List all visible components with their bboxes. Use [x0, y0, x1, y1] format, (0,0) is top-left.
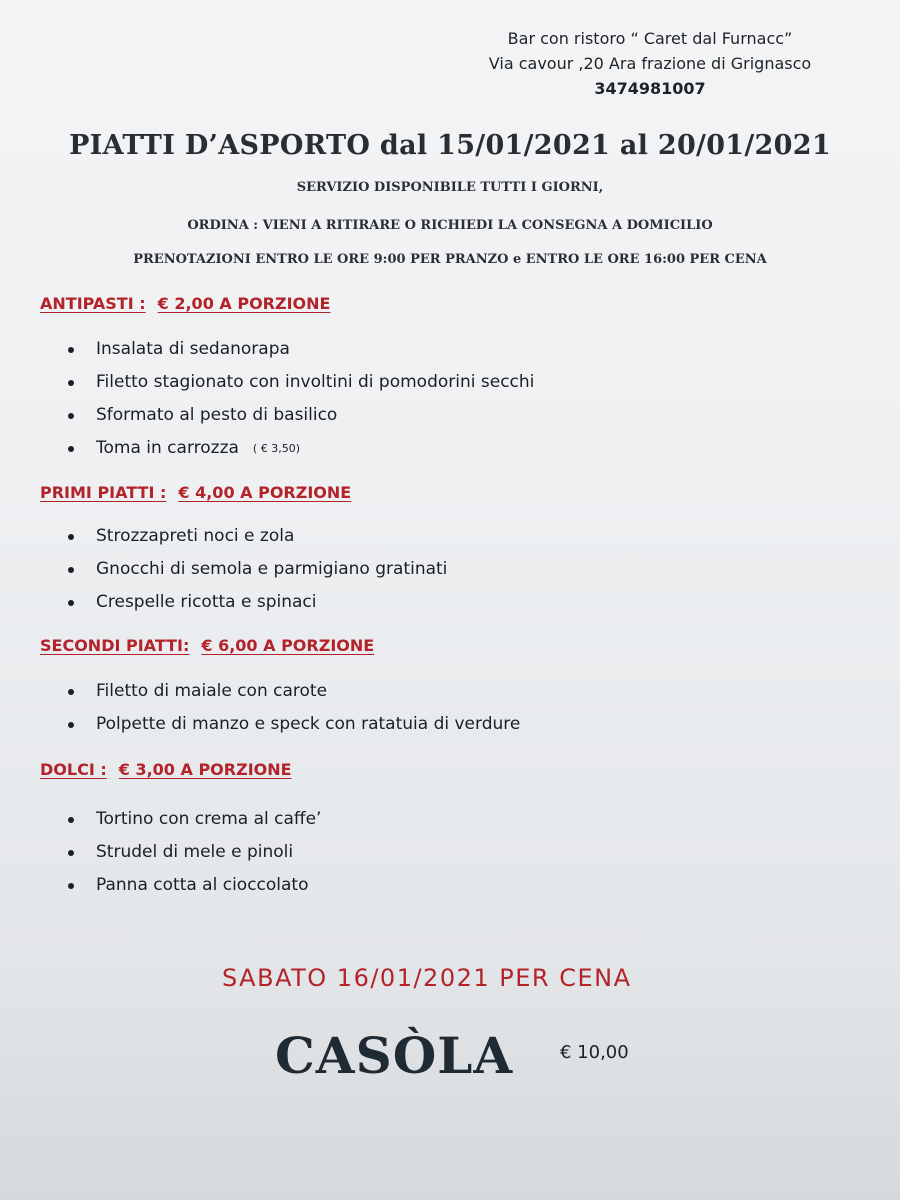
special-label: SABATO 16/01/2021 PER CENA — [222, 964, 632, 992]
section-price: € 3,00 A PORZIONE — [118, 760, 292, 779]
business-address: Via cavour ,20 Ara frazione di Grignasco — [488, 54, 812, 73]
section-heading-antipasti — [40, 294, 330, 313]
section-heading-dolci — [40, 760, 292, 779]
list-item — [64, 520, 447, 553]
list-item — [64, 366, 534, 399]
item-price-note: ( € 3,50) — [252, 442, 300, 455]
list-dolci — [64, 803, 321, 902]
section-heading-secondi — [40, 636, 374, 655]
list-antipasti — [64, 333, 534, 465]
item-text: Polpette di manzo e speck con ratatuia di verdure — [96, 714, 521, 734]
list-item — [64, 553, 447, 586]
item-text: Sformato al pesto di basilico — [96, 405, 338, 425]
list-item — [64, 333, 534, 366]
page-title: PIATTI D’ASPORTO dal 15/01/2021 al 20/01/2021 — [69, 130, 831, 161]
list-item — [64, 836, 321, 869]
section-price: € 2,00 A PORZIONE — [157, 294, 331, 313]
phone-number: 3474981007 — [594, 79, 706, 98]
section-price: € 4,00 A PORZIONE — [178, 483, 352, 502]
item-text: Toma in carrozza — [96, 438, 239, 458]
list-secondi — [64, 675, 520, 741]
list-item — [64, 708, 520, 741]
section-price: € 6,00 A PORZIONE — [201, 636, 375, 655]
list-item — [64, 432, 534, 465]
section-heading-primi — [40, 483, 351, 502]
item-text: Crespelle ricotta e spinaci — [96, 592, 317, 612]
list-item — [64, 586, 447, 619]
section-name: PRIMI PIATTI : — [40, 483, 167, 502]
list-item — [64, 399, 534, 432]
notice-service: SERVIZIO DISPONIBILE TUTTI I GIORNI, — [296, 180, 604, 195]
header-block — [470, 26, 830, 101]
item-text: Insalata di sedanorapa — [96, 339, 290, 359]
section-name: ANTIPASTI : — [40, 294, 146, 313]
item-text: Strudel di mele e pinoli — [96, 842, 294, 862]
item-text: Filetto di maiale con carote — [96, 681, 328, 701]
section-name: DOLCI : — [40, 760, 107, 779]
item-text: Tortino con crema al caffe’ — [96, 809, 322, 829]
list-item — [64, 803, 321, 836]
item-text: Filetto stagionato con involtini di pomodorini secchi — [96, 372, 535, 392]
item-text: Gnocchi di semola e parmigiano gratinati — [96, 559, 448, 579]
section-name: SECONDI PIATTI: — [40, 636, 190, 655]
notice-order: ORDINA : VIENI A RITIRARE O RICHIEDI LA CONSEGNA A DOMICILIO — [187, 218, 713, 233]
list-item — [64, 869, 321, 902]
item-text: Strozzapreti noci e zola — [96, 526, 295, 546]
special-dish: CASÒLA — [275, 1026, 514, 1085]
item-text: Panna cotta al cioccolato — [96, 875, 309, 895]
list-item — [64, 675, 520, 708]
special-price: € 10,00 — [560, 1042, 629, 1063]
notice-booking: PRENOTAZIONI ENTRO LE ORE 9:00 PER PRANZO e ENTRO LE ORE 16:00 PER CENA — [133, 252, 767, 267]
business-name: Bar con ristoro “ Caret dal Furnacc” — [507, 29, 793, 48]
list-primi — [64, 520, 447, 619]
